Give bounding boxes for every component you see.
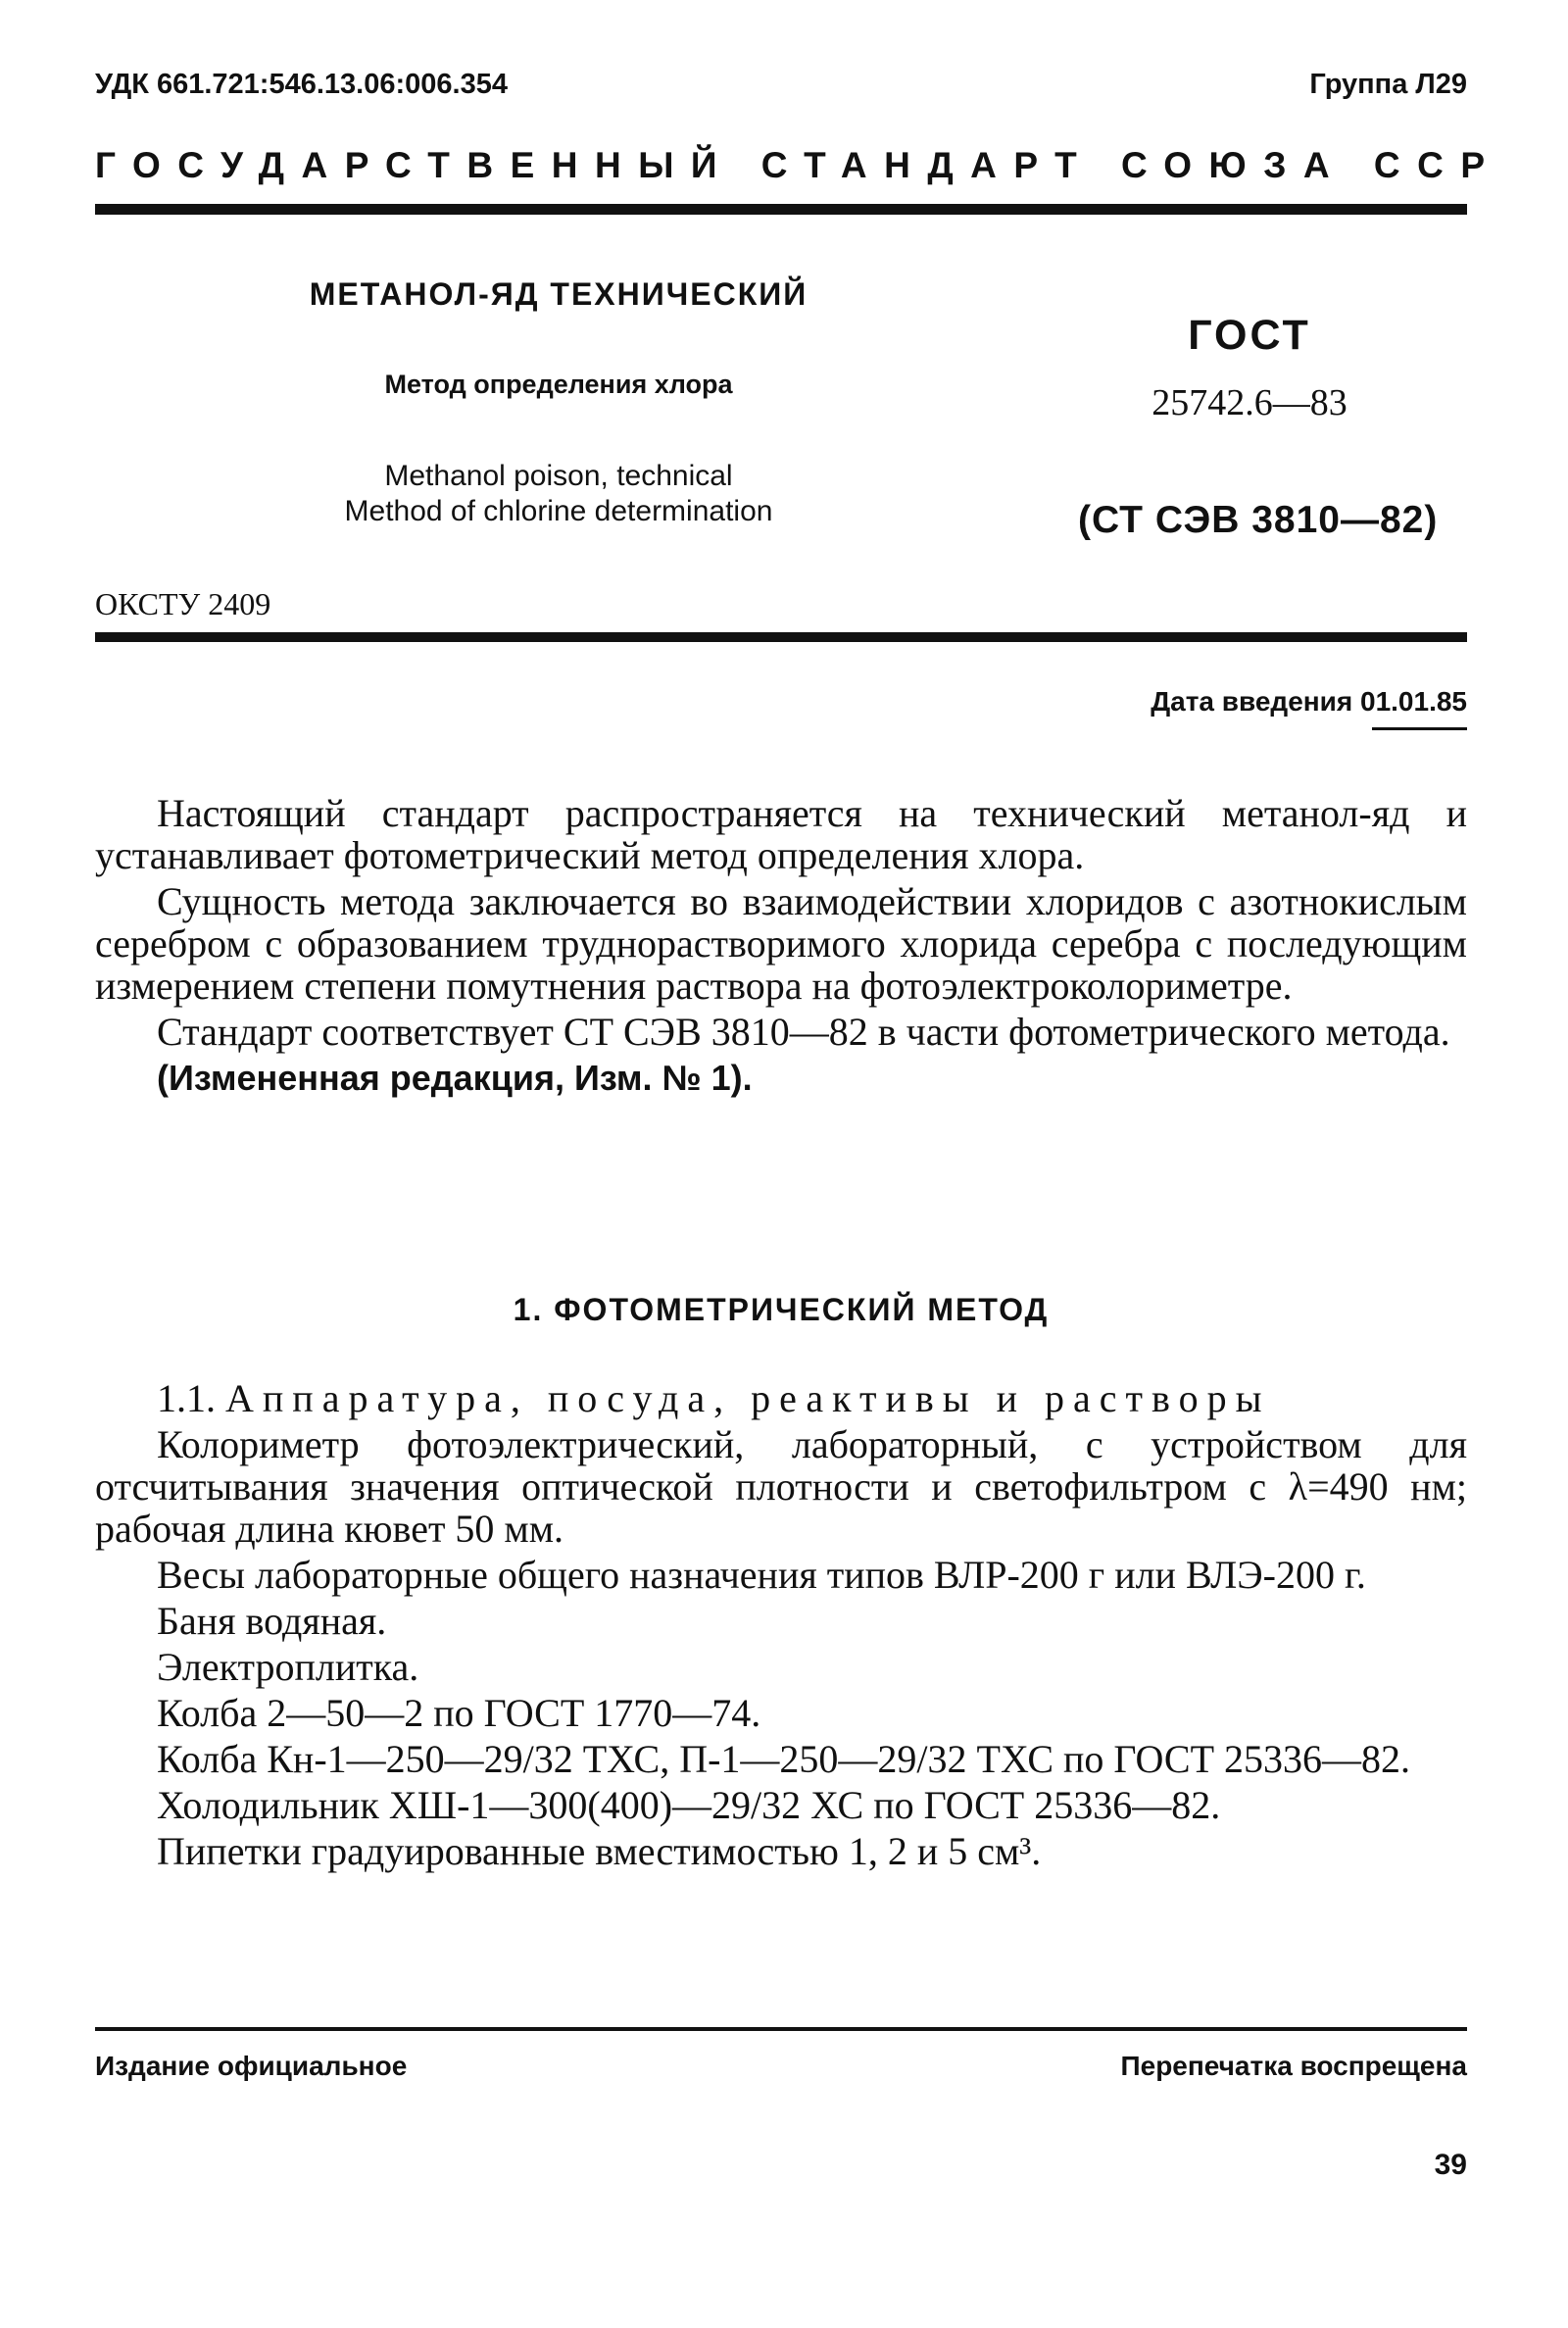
- gost-label: ГОСТ: [1188, 312, 1311, 359]
- header-row: [95, 69, 1467, 112]
- gost-block: [1078, 312, 1439, 542]
- gost-sev-reference: (СТ СЭВ 3810—82): [1078, 499, 1439, 541]
- paragraph-compliance: Стандарт соответствует СТ СЭВ 3810—82 в части фотометрического метода.: [157, 1010, 1450, 1054]
- intro-text: [95, 792, 1467, 1099]
- subsection-heading: [95, 1377, 1467, 1419]
- list-item: Весы лабораторные общего назначения типов ВЛР-200 г или ВЛЭ-200 г.: [157, 1553, 1366, 1597]
- paragraph-scope: Настоящий стандарт распространяется на технический метанол-яд и устанавливает фотометрический метод определения хлора.: [95, 791, 1467, 877]
- bottom-divider: [95, 2027, 1467, 2031]
- okstu-code: ОКСТУ 2409: [95, 586, 271, 621]
- page-number: 39: [1434, 2149, 1467, 2181]
- paragraph-method-essence: Сущность метода заключается во взаимодействии хлоридов с азотнокислым серебром с образованием труднорастворимого хлорида серебра с последующим измерением степени помутнения раствора на фотоэлектроколориметре.: [95, 879, 1467, 1008]
- gost-number: 25742.6—83: [1152, 382, 1348, 423]
- middle-divider: [95, 632, 1467, 642]
- section-title: 1. ФОТОМЕТРИЧЕСКИЙ МЕТОД: [513, 1292, 1050, 1327]
- title-english-main: Methanol poison, technical: [384, 460, 733, 492]
- date-underline: [1372, 727, 1467, 730]
- title-subtitle: Метод определения хлора: [384, 370, 733, 399]
- list-item: Электроплитка.: [157, 1645, 419, 1689]
- list-item: Холодильник ХШ-1—300(400)—29/32 ХС по ГОСТ 25336—82.: [157, 1783, 1221, 1827]
- state-standard-header: ГОСУДАРСТВЕННЫЙ СТАНДАРТ СОЮЗА ССР: [95, 145, 1502, 185]
- group-code: Группа Л29: [1309, 69, 1467, 100]
- list-item: Колба 2—50—2 по ГОСТ 1770—74.: [157, 1691, 761, 1735]
- official-edition-note: Издание официальное: [95, 2051, 408, 2081]
- list-item: Колба Кн-1—250—29/32 ТХС, П-1—250—29/32 ТХС по ГОСТ 25336—82.: [157, 1737, 1411, 1781]
- title-block: [265, 276, 853, 400]
- introduction-date: Дата введения 01.01.85: [1151, 686, 1467, 717]
- list-item: Колориметр фотоэлектрический, лабораторный, с устройством для отсчитывания значения оптической плотности и светофильтром с λ=490 нм; рабочая длина кювет 50 мм.: [95, 1422, 1467, 1551]
- amendment-note: (Измененная редакция, Изм. № 1).: [157, 1058, 753, 1098]
- title-english-sub: Method of chlorine determination: [344, 495, 773, 527]
- title-main: МЕТАНОЛ-ЯД ТЕХНИЧЕСКИЙ: [309, 276, 808, 312]
- equipment-list: [95, 1377, 1467, 1876]
- reprint-prohibited-note: Перепечатка воспрещена: [1120, 2051, 1467, 2081]
- title-english: [265, 459, 853, 529]
- top-divider: [95, 204, 1467, 215]
- subsection-number: 1.1.: [157, 1376, 216, 1420]
- list-item: Баня водяная.: [157, 1599, 387, 1643]
- subsection-title: Аппаратура, посуда, реактивы и растворы: [225, 1376, 1271, 1420]
- list-item: Пипетки градуированные вместимостью 1, 2 и 5 см³.: [157, 1829, 1042, 1873]
- udk-code: УДК 661.721:546.13.06:006.354: [95, 69, 508, 100]
